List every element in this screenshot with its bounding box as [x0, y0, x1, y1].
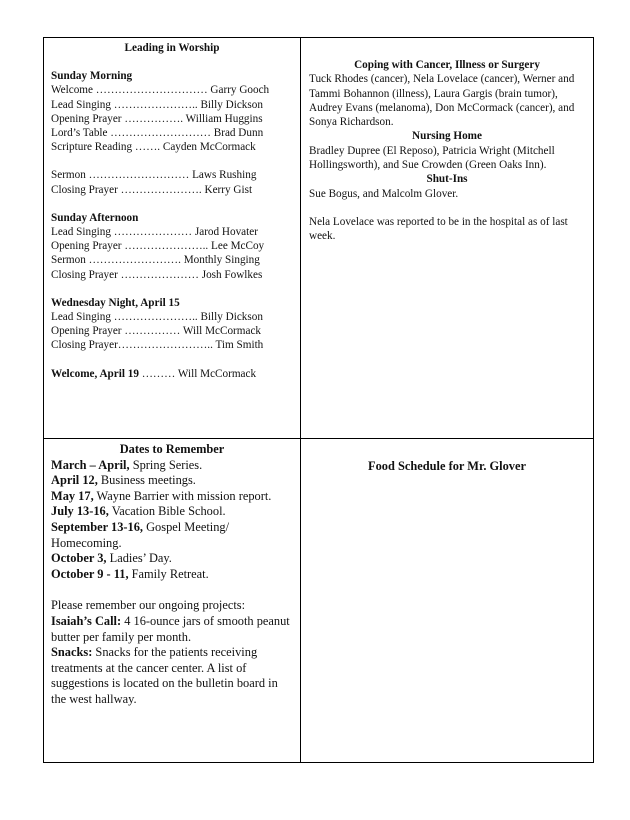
sm-row-sermon: Sermon ……………………… Laws Rushing: [51, 169, 257, 182]
shut-ins-text: Sue Bogus, and Malcolm Glover.: [309, 187, 459, 200]
sa-row-closing-prayer: Closing Prayer ………………… Josh Fowlkes: [51, 268, 263, 281]
sm-row-opening-prayer: Opening Prayer ……………. William Huggins: [51, 112, 263, 125]
sa-row-lead-singing: Lead Singing ………………… Jarod Hovater: [51, 226, 258, 239]
date-item: March – April, Spring Series.: [51, 457, 203, 472]
snacks: [51, 645, 293, 707]
nursing-home-title: Nursing Home: [412, 130, 482, 143]
date-item: October 3, Ladies’ Day.: [51, 551, 172, 566]
wed-row-lead-singing: Lead Singing ………………….. Billy Dickson: [51, 311, 263, 324]
coping-panel: [300, 37, 594, 439]
wed-row-opening-prayer: Opening Prayer …………… Will McCormack: [51, 325, 262, 338]
wed-row-closing-prayer: Closing Prayer…………………….. Tim Smith: [51, 339, 264, 352]
sm-row-closing-prayer: Closing Prayer …………………. Kerry Gist: [51, 183, 253, 196]
leading-in-worship-panel: [43, 37, 301, 439]
dates-title: Dates to Remember: [119, 442, 225, 456]
dates-panel: [43, 438, 301, 763]
sa-row-sermon: Sermon ……………………. Monthly Singing: [51, 254, 260, 267]
worship-title: Leading in Worship: [124, 42, 220, 54]
welcome-april-value: ……… Will McCormack: [138, 367, 257, 380]
sm-row-lords-table: Lord’s Table ……………………… Brad Dunn: [51, 127, 264, 140]
projects-intro: Please remember our ongoing projects:: [51, 598, 246, 613]
welcome-april-row: [51, 367, 293, 381]
date-item: May 17, Wayne Barrier with mission report.: [51, 488, 272, 503]
welcome-april-label: Welcome, April 19: [51, 367, 139, 380]
wednesday-heading: Wednesday Night, April 15: [51, 296, 180, 309]
date-item: July 13-16, Vacation Bible School.: [51, 504, 226, 519]
hospital-note: Nela Lovelace was reported to be in the hospital as of last week.: [309, 215, 568, 243]
food-schedule-title: Food Schedule for Mr. Glover: [368, 459, 526, 473]
nursing-home-text: Bradley Dupree (El Reposo), Patricia Wright (Mitchell Hollingsworth), and Sue Crowden (Green Oaks Inn).: [309, 144, 555, 172]
sm-row-lead-singing: Lead Singing ………………….. Billy Dickson: [51, 98, 263, 111]
date-item: April 12, Business meetings.: [51, 473, 196, 488]
sunday-afternoon-heading: Sunday Afternoon: [51, 211, 139, 224]
sunday-morning-heading: Sunday Morning: [51, 70, 133, 83]
food-schedule-panel: [300, 438, 594, 763]
sm-row-welcome: Welcome ………………………… Garry Gooch: [51, 84, 270, 97]
coping-title: Coping with Cancer, Illness or Surgery: [354, 59, 540, 71]
snacks-label: Snacks:: [51, 645, 93, 660]
coping-text: Tuck Rhodes (cancer), Nela Lovelace (cancer), Werner and Tammi Bohannon (illness), Laura Gargis (brain tumor), Audrey Evans (melanoma), Don McCormack (cancer), and Sonya Richardson.: [309, 73, 575, 129]
date-item: October 9 - 11, Family Retreat.: [51, 566, 209, 581]
isaiah-call-text: 4 16-ounce jars of smooth peanut butter per family per month.: [51, 613, 290, 644]
snacks-text: Snacks for the patients receiving treatments at the cancer center. A list of suggestions is located on the bulletin board in the west hallway.: [51, 645, 278, 706]
shut-ins-title: Shut-Ins: [426, 173, 468, 186]
isaiah-call: [51, 614, 293, 645]
isaiah-call-label: Isaiah’s Call:: [51, 613, 122, 628]
sa-row-opening-prayer: Opening Prayer ………………….. Lee McCoy: [51, 240, 265, 253]
date-item: September 13-16, Gospel Meeting/ Homecoming.: [51, 519, 230, 550]
sm-row-scripture-reading: Scripture Reading ……. Cayden McCormack: [51, 141, 256, 154]
